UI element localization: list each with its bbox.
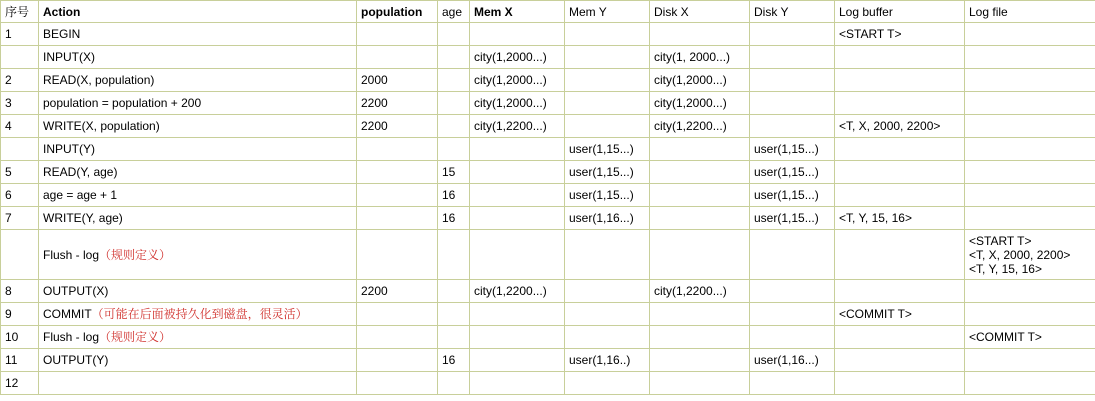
cell-disk-y: user(1,15...) xyxy=(750,207,835,230)
cell-log-buffer xyxy=(835,230,965,280)
cell-mem-x: city(1,2200...) xyxy=(470,115,565,138)
cell-mem-y: user(1,16..) xyxy=(565,349,650,372)
table-row xyxy=(1,46,1095,69)
cell-mem-y xyxy=(565,303,650,326)
cell-action xyxy=(39,372,357,395)
log-file-entry: <T, Y, 15, 16> xyxy=(969,261,1042,276)
cell-population xyxy=(357,326,438,349)
table-row xyxy=(1,303,1095,326)
cell-log-file xyxy=(965,138,1095,161)
cell-mem-x xyxy=(470,349,565,372)
cell-action xyxy=(39,280,357,303)
cell-disk-y xyxy=(750,326,835,349)
cell-action xyxy=(39,92,357,115)
action-text: OUTPUT(Y) xyxy=(43,353,109,367)
cell-mem-y xyxy=(565,69,650,92)
cell-action xyxy=(39,184,357,207)
header-cell-log-file: Log file xyxy=(965,1,1095,23)
cell-action xyxy=(39,138,357,161)
cell-disk-y xyxy=(750,372,835,395)
cell-disk-x xyxy=(650,326,750,349)
cell-mem-x xyxy=(470,184,565,207)
cell-disk-x xyxy=(650,207,750,230)
header-cell-action: Action xyxy=(39,1,357,23)
cell-log-file xyxy=(965,349,1095,372)
table-row xyxy=(1,161,1095,184)
cell-disk-y xyxy=(750,92,835,115)
cell-mem-y: user(1,15...) xyxy=(565,161,650,184)
cell-mem-x xyxy=(470,207,565,230)
cell-no: 10 xyxy=(1,326,39,349)
cell-disk-y xyxy=(750,115,835,138)
cell-mem-y xyxy=(565,23,650,46)
cell-no xyxy=(1,138,39,161)
action-text: COMMIT xyxy=(43,307,92,321)
action-text: Flush - log xyxy=(43,247,100,262)
action-text: population = population + 200 xyxy=(43,96,202,110)
cell-population xyxy=(357,230,438,280)
cell-no: 4 xyxy=(1,115,39,138)
cell-mem-y xyxy=(565,372,650,395)
cell-population xyxy=(357,161,438,184)
cell-disk-x xyxy=(650,349,750,372)
header-row xyxy=(1,1,1095,23)
cell-log-file xyxy=(965,207,1095,230)
cell-log-file xyxy=(965,372,1095,395)
cell-mem-y xyxy=(565,280,650,303)
action-text: Flush - log xyxy=(43,330,100,344)
cell-disk-x xyxy=(650,184,750,207)
cell-population xyxy=(357,349,438,372)
cell-no: 8 xyxy=(1,280,39,303)
cell-mem-y xyxy=(565,46,650,69)
action-text: age = age + 1 xyxy=(43,188,118,202)
cell-age xyxy=(438,69,470,92)
table-row xyxy=(1,115,1095,138)
cell-no: 3 xyxy=(1,92,39,115)
header-cell-age: age xyxy=(438,1,470,23)
table-row xyxy=(1,230,1095,280)
cell-mem-x: city(1,2000...) xyxy=(470,69,565,92)
cell-action xyxy=(39,69,357,92)
cell-log-buffer: <COMMIT T> xyxy=(835,303,965,326)
cell-population xyxy=(357,184,438,207)
cell-population: 2200 xyxy=(357,115,438,138)
cell-population: 2200 xyxy=(357,280,438,303)
cell-disk-x: city(1,2200...) xyxy=(650,280,750,303)
cell-log-buffer xyxy=(835,161,965,184)
cell-log-buffer xyxy=(835,138,965,161)
cell-no xyxy=(1,46,39,69)
header-cell-mem-x: Mem X xyxy=(470,1,565,23)
cell-log-file xyxy=(965,115,1095,138)
table-row xyxy=(1,23,1095,46)
cell-mem-x xyxy=(470,326,565,349)
cell-no: 1 xyxy=(1,23,39,46)
cell-action xyxy=(39,207,357,230)
cell-population xyxy=(357,207,438,230)
table-row xyxy=(1,372,1095,395)
cell-mem-x xyxy=(470,230,565,280)
table-row xyxy=(1,138,1095,161)
cell-age xyxy=(438,303,470,326)
cell-mem-x: city(1,2000...) xyxy=(470,92,565,115)
cell-age xyxy=(438,92,470,115)
cell-mem-x xyxy=(470,23,565,46)
cell-age xyxy=(438,372,470,395)
log-file-entry: <START T> xyxy=(969,233,1032,248)
cell-no xyxy=(1,230,39,280)
cell-population xyxy=(357,23,438,46)
cell-disk-x: city(1, 2000...) xyxy=(650,46,750,69)
cell-population: 2200 xyxy=(357,92,438,115)
cell-disk-x xyxy=(650,303,750,326)
cell-disk-y xyxy=(750,46,835,69)
cell-age: 16 xyxy=(438,207,470,230)
cell-no: 7 xyxy=(1,207,39,230)
cell-no: 6 xyxy=(1,184,39,207)
cell-mem-x xyxy=(470,303,565,326)
table-row xyxy=(1,184,1095,207)
header-cell-disk-y: Disk Y xyxy=(750,1,835,23)
action-text: INPUT(Y) xyxy=(43,142,95,156)
cell-population xyxy=(357,46,438,69)
cell-action xyxy=(39,23,357,46)
cell-age: 16 xyxy=(438,184,470,207)
cell-no: 12 xyxy=(1,372,39,395)
cell-log-file xyxy=(965,280,1095,303)
action-text: WRITE(Y, age) xyxy=(43,211,123,225)
cell-age xyxy=(438,115,470,138)
cell-log-file xyxy=(965,46,1095,69)
cell-mem-x xyxy=(470,138,565,161)
cell-age xyxy=(438,326,470,349)
action-text: READ(X, population) xyxy=(43,73,155,87)
action-text: WRITE(X, population) xyxy=(43,119,160,133)
header-cell-no: 序号 xyxy=(1,1,39,23)
cell-disk-x: city(1,2200...) xyxy=(650,115,750,138)
cell-disk-y xyxy=(750,230,835,280)
cell-log-file xyxy=(965,184,1095,207)
cell-disk-x xyxy=(650,23,750,46)
cell-disk-x xyxy=(650,138,750,161)
cell-age xyxy=(438,46,470,69)
cell-disk-x: city(1,2000...) xyxy=(650,69,750,92)
cell-mem-x xyxy=(470,161,565,184)
cell-age: 16 xyxy=(438,349,470,372)
cell-mem-x: city(1,2200...) xyxy=(470,280,565,303)
cell-disk-y xyxy=(750,23,835,46)
cell-mem-y: user(1,15...) xyxy=(565,138,650,161)
table-row xyxy=(1,92,1095,115)
table-row xyxy=(1,207,1095,230)
cell-age xyxy=(438,230,470,280)
cell-age xyxy=(438,138,470,161)
cell-population: 2000 xyxy=(357,69,438,92)
cell-log-buffer xyxy=(835,184,965,207)
cell-disk-y: user(1,15...) xyxy=(750,161,835,184)
cell-log-buffer xyxy=(835,372,965,395)
cell-log-buffer xyxy=(835,46,965,69)
header-cell-mem-y: Mem Y xyxy=(565,1,650,23)
cell-mem-y xyxy=(565,115,650,138)
cell-mem-y xyxy=(565,326,650,349)
log-file-entry: <T, X, 2000, 2200> xyxy=(969,247,1071,262)
header-cell-population: population xyxy=(357,1,438,23)
cell-disk-y xyxy=(750,69,835,92)
cell-mem-x: city(1,2000...) xyxy=(470,46,565,69)
cell-no: 2 xyxy=(1,69,39,92)
table-row xyxy=(1,69,1095,92)
cell-log-file xyxy=(965,161,1095,184)
action-note: （规则定义） xyxy=(99,330,172,344)
cell-log-buffer: <T, Y, 15, 16> xyxy=(835,207,965,230)
cell-no: 11 xyxy=(1,349,39,372)
cell-log-file xyxy=(965,69,1095,92)
cell-log-buffer: <START T> xyxy=(835,23,965,46)
cell-age xyxy=(438,280,470,303)
cell-log-file xyxy=(965,303,1095,326)
cell-population xyxy=(357,372,438,395)
cell-log-buffer: <T, X, 2000, 2200> xyxy=(835,115,965,138)
cell-action xyxy=(39,326,357,349)
log-file-entry: <COMMIT T> xyxy=(969,330,1042,344)
cell-log-buffer xyxy=(835,280,965,303)
cell-mem-y: user(1,16...) xyxy=(565,207,650,230)
cell-log-file xyxy=(965,92,1095,115)
cell-disk-y: user(1,16...) xyxy=(750,349,835,372)
action-text: OUTPUT(X) xyxy=(43,284,109,298)
header-cell-disk-x: Disk X xyxy=(650,1,750,23)
action-note: （规则定义） xyxy=(99,247,172,262)
cell-mem-x xyxy=(470,372,565,395)
cell-disk-x xyxy=(650,372,750,395)
cell-mem-y xyxy=(565,230,650,280)
cell-disk-x xyxy=(650,230,750,280)
action-note: （可能在后面被持久化到磁盘，很灵活） xyxy=(91,307,308,321)
cell-mem-y xyxy=(565,92,650,115)
cell-log-file xyxy=(965,23,1095,46)
cell-disk-y: user(1,15...) xyxy=(750,138,835,161)
cell-age xyxy=(438,23,470,46)
cell-population xyxy=(357,138,438,161)
cell-population xyxy=(357,303,438,326)
table-row xyxy=(1,280,1095,303)
cell-mem-y: user(1,15...) xyxy=(565,184,650,207)
cell-disk-y xyxy=(750,303,835,326)
action-text: INPUT(X) xyxy=(43,50,95,64)
cell-action xyxy=(39,303,357,326)
cell-log-file xyxy=(965,230,1095,280)
cell-action xyxy=(39,161,357,184)
cell-no: 5 xyxy=(1,161,39,184)
cell-disk-y xyxy=(750,280,835,303)
cell-log-buffer xyxy=(835,69,965,92)
table-row xyxy=(1,349,1095,372)
action-text: BEGIN xyxy=(43,27,81,41)
action-text: READ(Y, age) xyxy=(43,165,118,179)
cell-no: 9 xyxy=(1,303,39,326)
cell-disk-y: user(1,15...) xyxy=(750,184,835,207)
cell-log-buffer xyxy=(835,92,965,115)
cell-log-buffer xyxy=(835,349,965,372)
cell-age: 15 xyxy=(438,161,470,184)
table-row xyxy=(1,326,1095,349)
cell-action xyxy=(39,115,357,138)
cell-action xyxy=(39,349,357,372)
cell-disk-x: city(1,2000...) xyxy=(650,92,750,115)
cell-action xyxy=(39,46,357,69)
cell-log-file xyxy=(965,326,1095,349)
cell-log-buffer xyxy=(835,326,965,349)
cell-disk-x xyxy=(650,161,750,184)
cell-action xyxy=(39,230,357,280)
header-cell-log-buffer: Log buffer xyxy=(835,1,965,23)
